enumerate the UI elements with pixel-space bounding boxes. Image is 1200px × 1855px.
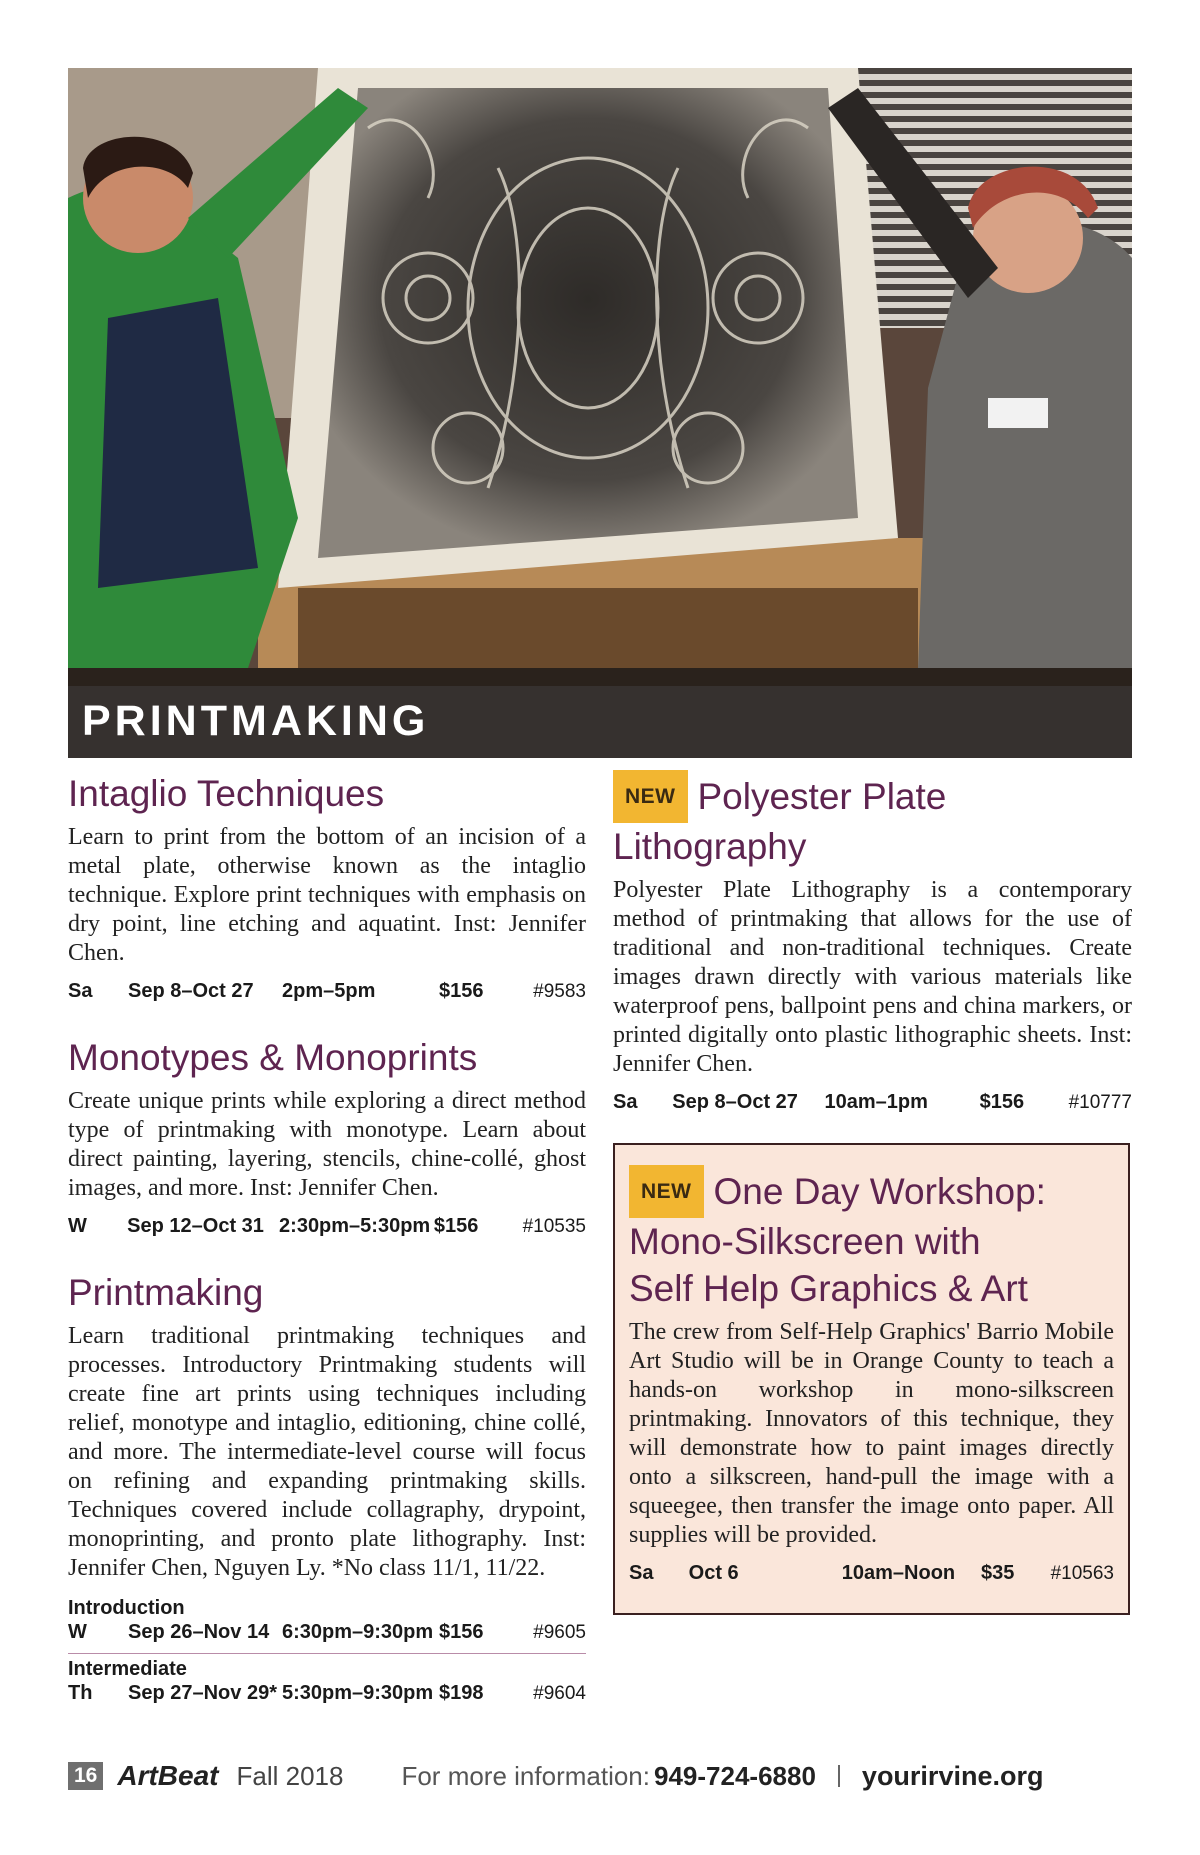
schedule-code: #10777 — [1068, 1092, 1132, 1113]
course-title-line2: Lithography — [613, 826, 807, 867]
section-title: PRINTMAKING — [82, 697, 430, 745]
schedule-row — [613, 1091, 1132, 1119]
page-footer — [68, 1756, 1132, 1796]
schedule-price: $156 — [439, 980, 484, 1002]
schedule-dates: Sep 26–Nov 14 — [128, 1621, 270, 1643]
schedule-day: Th — [68, 1682, 93, 1704]
course-title — [613, 770, 1132, 870]
page-number: 16 — [68, 1762, 103, 1790]
footer-separator — [838, 1765, 840, 1787]
level-label-intermediate: Intermediate — [68, 1658, 187, 1680]
schedule-dates: Sep 27–Nov 29* — [128, 1682, 277, 1704]
course-title: Monotypes & Monoprints — [68, 1037, 478, 1078]
divider — [68, 1653, 586, 1654]
schedule-row — [629, 1562, 1114, 1590]
schedule-price: $156 — [979, 1091, 1025, 1113]
schedule-row — [68, 1621, 586, 1649]
schedule-time: 6:30pm–9:30pm — [282, 1621, 434, 1643]
new-badge: NEW — [629, 1165, 704, 1218]
course-title — [629, 1165, 1114, 1312]
schedule-day: Sa — [613, 1091, 638, 1113]
schedule-time: 10am–1pm — [824, 1091, 928, 1113]
course-polyester-plate — [613, 770, 1132, 1119]
schedule-code: #9583 — [533, 981, 586, 1002]
schedule-day: W — [68, 1215, 87, 1237]
schedule-price: $156 — [439, 1621, 484, 1643]
course-description: The crew from Self-Help Graphics' Barrio Mobile Art Studio will be in Orange County to teach a hands-on workshop in mono-silkscreen printmaking. Innovators of this technique, they will demonstrate how to paint images directly onto a silkscreen, hand-pull the image with a squeegee, then transfer the image onto paper. All supplies will be provided. — [629, 1319, 1114, 1548]
website-link[interactable]: yourirvine.org — [861, 1760, 1044, 1791]
course-monotypes — [68, 1034, 586, 1243]
course-title-line2: Mono-Silkscreen with — [629, 1221, 981, 1262]
schedule-time: 5:30pm–9:30pm — [282, 1682, 434, 1704]
schedule-code: #9604 — [533, 1683, 586, 1704]
schedule-code: #10563 — [1050, 1563, 1114, 1584]
level-label-introduction: Introduction — [68, 1597, 185, 1619]
schedule-row — [68, 980, 586, 1008]
schedule-code: #9605 — [533, 1622, 586, 1643]
right-column — [613, 770, 1132, 1119]
hero-photo — [68, 68, 1132, 758]
schedule-day: Sa — [629, 1562, 654, 1584]
issue-label: Fall 2018 — [236, 1760, 344, 1791]
phone-number[interactable]: 949-724-6880 — [654, 1760, 816, 1791]
schedule-price: $198 — [439, 1682, 484, 1704]
schedule-code: #10535 — [522, 1216, 586, 1237]
course-title-line1: Polyester Plate — [697, 776, 947, 817]
course-description: Learn to print from the bottom of an incision of a metal plate, otherwise known as the intaglio technique. Explore print techniques with emphasis on dry point, line etching and aquatint. Inst: Jennifer Chen. — [68, 824, 586, 966]
printmaking-photo-illustration — [68, 68, 1132, 758]
schedule-row — [68, 1682, 586, 1710]
schedule-time: 2:30pm–5:30pm — [279, 1215, 431, 1237]
schedule-dates: Sep 12–Oct 31 — [127, 1215, 264, 1237]
schedule-time: 2pm–5pm — [282, 980, 376, 1002]
schedule-dates: Sep 8–Oct 27 — [128, 980, 254, 1002]
course-title: Printmaking — [68, 1272, 264, 1313]
schedule-day: W — [68, 1621, 87, 1643]
schedule-price: $156 — [433, 1215, 479, 1237]
schedule-price: $35 — [980, 1562, 1015, 1584]
course-description: Learn traditional printmaking techniques and processes. Introductory Printmaking students will create fine art prints using techniques including relief, monotype and intaglio, editioning, chine collé, and more. The intermediate-level course will focus on refining and expanding printmaking skills. Techniques covered include collagraphy, drypoint, monoprinting, and pronto plate lithography. Inst: Jennifer Chen, Nguyen Ly. *No class 11/1, 11/22. — [68, 1323, 586, 1581]
course-title-line1: One Day Workshop: — [713, 1171, 1046, 1212]
schedule-row — [68, 1215, 586, 1243]
course-title-line3: Self Help Graphics & Art — [629, 1268, 1028, 1309]
course-description: Polyester Plate Lithography is a contemporary method of printmaking that allows for the use of traditional and non-traditional techniques. Create images drawn directly with various materials like waterproof pens, ballpoint pens and china markers, or printed digitally onto plastic lithographic sheets. Inst: Jennifer Chen. — [613, 877, 1132, 1077]
left-column — [68, 770, 586, 1710]
new-badge: NEW — [613, 770, 688, 823]
schedule-dates: Sep 8–Oct 27 — [672, 1091, 798, 1113]
info-label: For more information: — [401, 1760, 650, 1791]
schedule-time: 10am–Noon — [841, 1562, 956, 1584]
publication-brand: ArtBeat — [117, 1760, 219, 1791]
schedule-dates: Oct 6 — [688, 1562, 739, 1584]
course-intaglio — [68, 770, 586, 1008]
course-description: Create unique prints while exploring a direct method type of printmaking with monotype. Learn about direct painting, layering, stencils, chine-collé, ghost images, and more. Inst: Jennifer Chen. — [68, 1088, 586, 1201]
workshop-callout-box — [613, 1143, 1130, 1615]
course-title: Intaglio Techniques — [68, 773, 385, 814]
schedule-day: Sa — [68, 980, 93, 1002]
course-printmaking — [68, 1269, 586, 1710]
